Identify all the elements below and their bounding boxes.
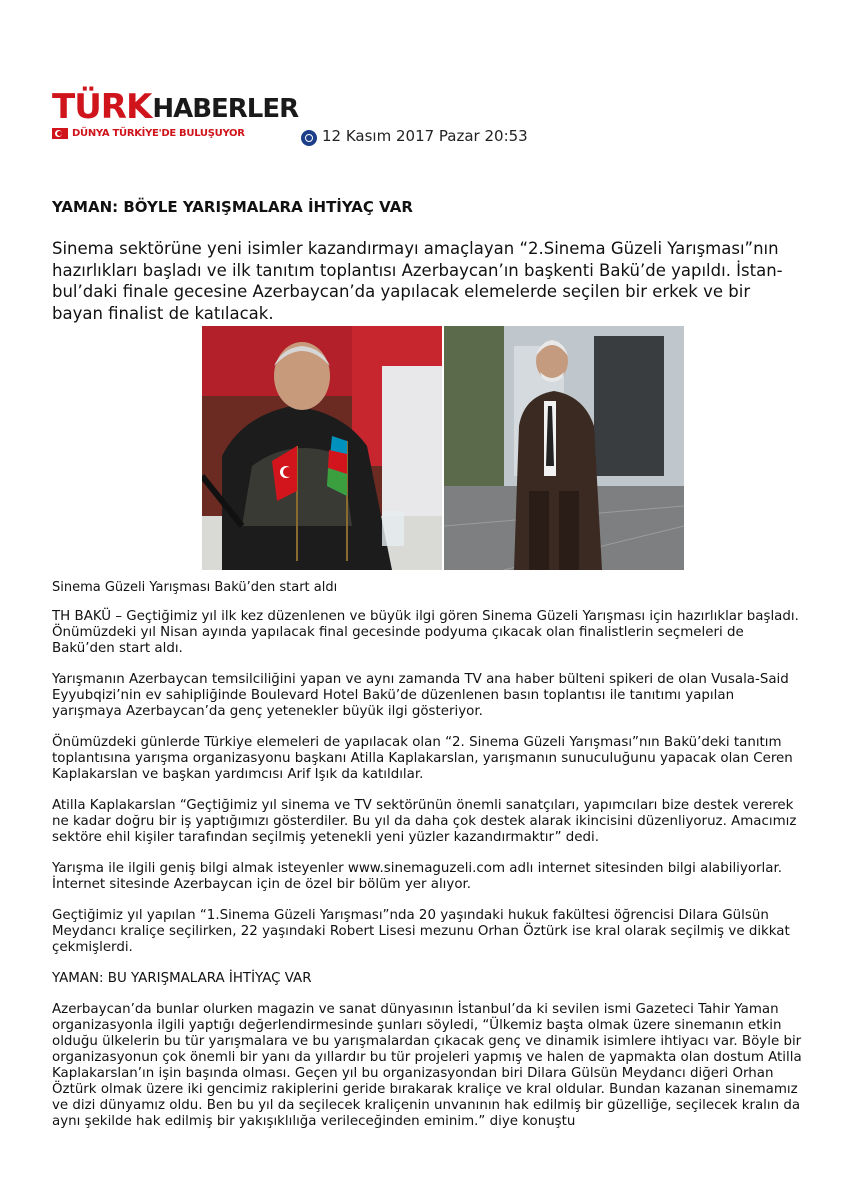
portrait-photo — [444, 326, 684, 570]
body-paragraph: Yarışmanın Azerbaycan temsilciliğini yapan ve aynı zamanda TV ana haber bülteni spikeri de olan Vusala-Said Eyyubqizi’nin ev sahipliğinde Boulevard Hotel Bakü’de düzenlenen basın toplantısı ile tanıtımı yapılan yarışmaya Azerbaycan’da genç yetenekler büyük ilgi gösteriyor. — [52, 672, 789, 719]
logo-haber-text: HABERLER — [152, 94, 299, 124]
turkish-flag-icon — [52, 128, 68, 139]
article-title: YAMAN: BÖYLE YARIŞMALARA İHTİYAÇ VAR — [52, 198, 413, 216]
body-paragraph: Atilla Kaplakarslan “Geçtiğimiz yıl sinema ve TV sektörünün önemli sanatçıları, yapımcıları bize destek vererek ne kadar doğru bir iş yaptığımızı gösterdiler. Bu yıl da daha çok destek alarak ikincisini düzenliyoruz. Amacımız sektöre ehil kişiler tarafından seçilmiş yetenekli yeni yüzler kazandırmaktır” dedi. — [52, 798, 797, 845]
body-paragraph: Azerbaycan’da bunlar olurken magazin ve sanat dünyasının İstanbul’da ki sevilen ismi Gazeteci Tahir Yaman organizasyonla ilgili yaptığı değerlendirmesinde şunları söyledi, “Ülkemiz başta olmak üzere sinemanın etkin olduğu ülkelerin bu tür yarışmalara ve bu yarışmalardan çıkacak genç ve dinamik isimlere ihtiyacı var. Böyle bir organizasyonun çok önemli bir yanı da yıllardır bu tür projeleri yapmış ve halen de yapmakta olan dostum Atilla Kaplakarslan’ın işin başında olması. Geçen yıl bu organizasyondan biri Dilara Gülsün Meydancı diğeri Orhan Öztürk olmak üzere iki gencimiz rakiplerini geride bırakarak kraliçe ve kral oldular. Bundan kazanan sinemamız ve dizi dünyamız oldu. Ben bu yıl da seçilecek kraliçenin unvanının hak edilmiş bir güzelliğe, seçilecek kralın da aynı şekilde hak edilmiş bir yakışıklılığa verileceğinden eminim.” diye konuştu — [52, 1002, 802, 1129]
article-photos — [202, 326, 684, 570]
body-subheading: YAMAN: BU YARIŞMALARA İHTİYAÇ VAR — [52, 971, 312, 986]
photo-caption: Sinema Güzeli Yarışması Bakü’den start aldı — [52, 580, 338, 595]
site-logo[interactable] — [52, 87, 322, 150]
logo-wordmark — [52, 87, 322, 127]
body-paragraph: Geçtiğimiz yıl yapılan “1.Sinema Güzeli Yarışması”nda 20 yaşındaki hukuk fakültesi öğrencisi Dilara Gülsün Meydancı kraliçe seçilirken, 22 yaşındaki Robert Lisesi mezunu Orhan Öztürk ise kral olarak seçilmiş ve dikkat çekmişlerdi. — [52, 908, 790, 955]
clock-icon — [301, 130, 317, 146]
body-paragraph: Yarışma ile ilgili geniş bilgi almak isteyenler www.sinemaguzeli.com adlı internet sitesinden bilgi alabiliyorlar. İnternet sitesinde Azerbaycan için de özel bir bölüm yer alıyor. — [52, 861, 782, 892]
body-paragraph: TH BAKÜ – Geçtiğimiz yıl ilk kez düzenlenen ve büyük ilgi gören Sinema Güzeli Yarışması için hazırlıklar başladı. Önümüzdeki yıl Nisan ayında yapılacak final gecesinde podyuma çıkacak olan finalistlerin seçmeleri de Bakü’den start aldı. — [52, 609, 799, 656]
logo-slogan: DÜNYA TÜRKİYE'DE BULUŞUYOR — [72, 128, 245, 139]
press-conference-photo — [202, 326, 442, 570]
body-paragraph: Önümüzdeki günlerde Türkiye elemeleri de yapılacak olan “2. Sinema Güzeli Yarışması”nın Bakü’deki tanıtım toplantısına yarışma organizasyonu başkanı Atilla Kaplakarslan, yarışmanın sunuculuğunu yapacak olan Ceren Kaplakarslan ve başkan yardımcısı Arif Işık da katıldılar. — [52, 735, 793, 782]
publish-date: 12 Kasım 2017 Pazar 20:53 — [322, 127, 528, 145]
article-body — [52, 609, 804, 1145]
logo-subline — [52, 128, 322, 139]
logo-turk-text: TÜRK — [52, 87, 152, 127]
article-lead: Sinema sektörüne yeni isimler kazandırmayı amaçlayan “2.Sinema Güzeli Yarışması”nın hazırlıkları başladı ve ilk tanıtım toplantısı Azerbaycan’ın başkenti Bakü’de yapıldı. İstan-bul’daki finale gecesine Azerbaycan’da yapılacak elemelerde seçilen bir erkek ve bir bayan finalist de katılacak. — [52, 239, 783, 323]
